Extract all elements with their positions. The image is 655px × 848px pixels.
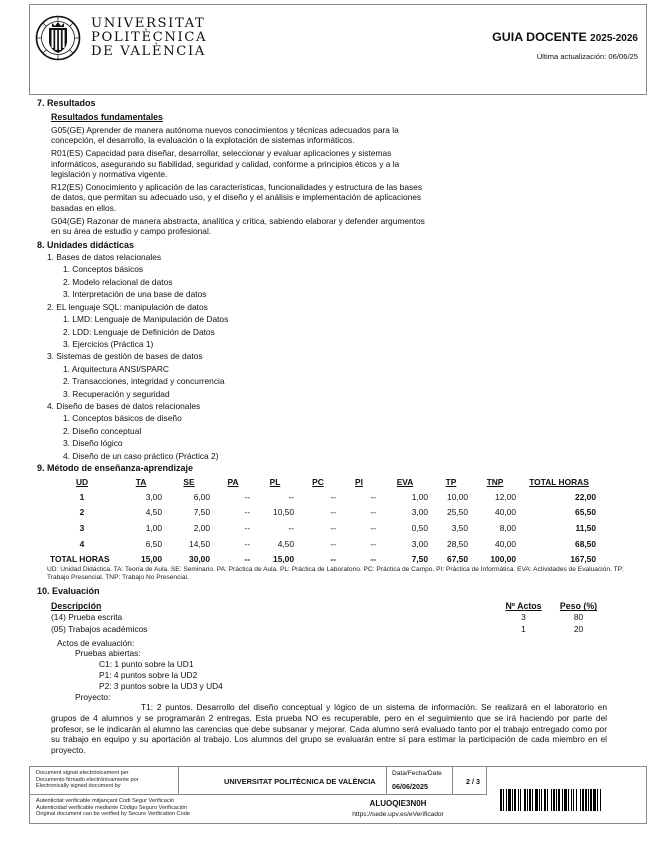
cell: 68,50 [575,538,596,549]
unit-subitem: 3. Interpretación de una base de datos [63,289,207,300]
unit-subitem: 3. Diseño lógico [63,438,123,449]
cell: -- [370,522,376,533]
cell: 2,00 [193,522,210,533]
cell: 4,50 [277,538,294,549]
unit-title: 3. Sistemas de gestión de bases de datos [47,351,203,362]
signature-date: 06/06/2025 [392,782,428,791]
table-row [47,489,599,505]
cell: 7,50 [193,507,210,518]
col-desc-header: Descripción [51,601,102,612]
cell: 3,00 [145,491,162,502]
guide-year: 2025-2026 [590,33,638,44]
col-header: EVA [396,476,414,487]
cell: 6,50 [145,538,162,549]
cell: -- [370,507,376,518]
unit-subitem: 2. Diseño conceptual [63,425,142,436]
signature-note: Document signat electrònicament per Documento firmado electrónicamente por Electronically signed document by [36,770,139,790]
university-seal-icon [35,14,81,62]
cell: 0,50 [411,522,428,533]
cell: -- [244,491,250,502]
footer-divider [30,794,487,795]
cell: -- [370,538,376,549]
eval-acts: 1 [521,623,526,634]
eval-desc: (14) Prueba escrita [51,612,123,623]
unit-subitem: 1. LMD: Lenguaje de Manipulación de Datos [63,314,229,325]
cell: -- [370,553,376,564]
unit-subitem: 3. Recuperación y seguridad [63,388,170,399]
evaluation-header [51,600,617,612]
page-number: 2 / 3 [466,777,480,786]
test-item: C1: 1 punto sobre la UD1 [99,659,194,670]
test-item: P2: 3 puntos sobre la UD3 y UD4 [99,680,223,691]
table-row [47,536,599,552]
cell: -- [244,522,250,533]
last-update: Última actualización: 06/06/25 [536,52,638,61]
hours-table-header [47,475,599,489]
verification-code: ALUOQIE3N0H [369,799,427,808]
barcode-icon [500,789,640,811]
cell: 22,00 [575,491,596,502]
evaluation-row [51,624,617,636]
col-header: PA [227,476,239,487]
unit-title: 2. EL lenguaje SQL: manipulación de datos [47,301,208,312]
evaluation-acts [57,638,617,703]
unit-subitem: 3. Ejercicios (Práctica 1) [63,338,154,349]
col-header: TNP [486,476,504,487]
unit-subitem: 4. Diseño de un caso práctico (Práctica 2) [63,450,219,461]
cell: 30,00 [189,553,210,564]
eval-acts: 3 [521,612,526,623]
cell: 40,00 [495,538,516,549]
unit-list [47,251,617,462]
cell: 28,50 [447,538,468,549]
cell: -- [330,491,336,502]
cell: -- [330,553,336,564]
unit-subitem: 1. Arquitectura ANSI/SPARC [63,363,169,374]
unit-title: 4. Diseño de bases de datos relacionales [47,400,201,411]
section-metodo-title: 9. Método de enseñanza-aprendizaje [37,462,194,473]
cell: 7,50 [411,553,428,564]
total-row [47,551,599,566]
acts-title: Actos de evaluación: [57,637,135,648]
cell: 8,00 [499,522,516,533]
eval-desc: (05) Trabajos académicos [51,623,148,634]
footer-divider [386,767,387,794]
university-name: UNIVERSITAT POLITÈCNICA DE VALÈNCIA [91,16,208,59]
resultados-subheading: Resultados fundamentales [51,112,163,122]
cell: 14,50 [189,538,210,549]
col-header: TP [445,476,457,487]
col-header: SE [183,476,195,487]
col-header: PL [269,476,281,487]
section-unidades-title: 8. Unidades didácticas [37,240,135,251]
unit-subitem: 1. Conceptos básicos [63,264,144,275]
cell: 4,50 [145,507,162,518]
result-item: G05(GE) Aprender de manera autónoma nuevos conocimientos y técnicas adecuados para la concepción, el desarrollo, la evaluación o la explotación de sistemas informáticos. [51,125,399,146]
cell: 3,00 [411,507,428,518]
cell: 10,00 [447,491,468,502]
cell: 1,00 [411,491,428,502]
cell: 67,50 [447,553,468,564]
cell: 40,00 [495,507,516,518]
date-label: Data/Fecha/Date [392,770,442,777]
table-row [47,520,599,536]
cell: 1 [79,491,85,502]
project-title: Proyecto: [75,691,111,702]
cell: TOTAL HORAS [50,553,110,564]
cell: 3 [79,522,85,533]
cell: 25,50 [447,507,468,518]
cell: 15,00 [273,553,294,564]
unit-subitem: 1. Conceptos básicos de diseño [63,413,182,424]
result-item: G04(GE) Razonar de manera abstracta, analítica y crítica, sabiendo elaborar y defender argumentos en su área de estudio y campo profesional. [51,215,425,237]
evaluation-row [51,612,617,624]
col-weight-header: Peso (%) [559,601,598,612]
footer-university: UNIVERSITAT POLITÈCNICA DE VALÈNCIA [224,777,376,786]
section-evaluacion-title: 10. Evaluación [37,586,100,597]
table-legend: UD: Unidad Didáctica. TA: Teoría de Aula. SE: Seminario. PA: Práctica de Aula. PL: Práctica de Laboratorio. PC: Práctica de Campo. PI: Práctica de Informática. EVA: Actividades de Evaluación. TP: Trabajo Presencial. TNP: Trabajo No Presencial. [47,566,624,582]
cell: 167,50 [570,553,596,564]
cell: -- [288,491,294,502]
footer-divider [486,767,487,794]
verification-note: Autenticitat verificable mitjançant Codi Segur Verificació Autenticidad verificable mediante Código Seguro Verificación Original document can be verified by Secure Verification Code [36,798,190,818]
eval-weight: 20 [573,623,584,634]
cell: 12,00 [495,491,516,502]
cell: 100,00 [490,553,516,564]
col-header: UD [75,476,89,487]
upv-logo [35,14,208,64]
col-acts-header: Nº Actos [505,601,542,612]
cell: 3,00 [411,538,428,549]
result-item: R12(ES) Conocimiento y aplicación de las características, funcionalidades y estructura de las bases de datos, que permitan su adecuado uso, y el diseño y el análisis e implementación de aplicaciones basadas en ellos. [51,182,423,213]
col-header: TA [135,476,147,487]
col-header: PC [312,476,324,487]
cell: -- [330,538,336,549]
col-header: TOTAL HORAS [529,476,589,487]
cell: -- [244,507,250,518]
tests-title: Pruebas abiertas: [75,648,141,659]
cell: 65,50 [575,507,596,518]
hours-table [47,475,599,566]
cell: 2 [79,507,85,518]
project-description: T1: 2 puntos. Desarrollo del diseño conceptual y lógico de un sistema de información. Se realizará en el laboratorio en grupos de 4 alumnos y se programarán 2 entregas. Esta prueba NO es recuperable, pero en el seguimiento que se irá haciendo por parte del profesor, se le indicarán al alumno las carencias que debe subsanar y mejorar. Cada alumno será evaluado tanto por el trabajo entregado como por su trabajo en equipo y su aportación al trabajo. Los alumnos del grupo se evaluarán entre sí para estimar la participación de cada miembro en el proyecto. [51,702,607,755]
guide-title: GUIA DOCENTE 2025-2026 [492,30,638,44]
cell: -- [330,522,336,533]
verification-url[interactable]: https://sede.upv.es/eVerificador [352,811,444,818]
unit-subitem: 2. Transacciones, integridad y concurrencia [63,376,225,387]
cell: 15,00 [141,553,162,564]
cell: 1,00 [145,522,162,533]
col-header: PI [355,476,363,487]
unit-subitem: 2. Modelo relacional de datos [63,276,173,287]
unit-subitem: 2. LDD: Lenguaje de Definición de Datos [63,326,215,337]
test-item: P1: 4 puntos sobre la UD2 [99,669,198,680]
cell: 3,50 [451,522,468,533]
cell: 10,50 [273,507,294,518]
cell: -- [244,553,250,564]
cell: 11,50 [575,522,596,533]
table-row [47,505,599,521]
cell: -- [244,538,250,549]
cell: -- [370,491,376,502]
footer-divider [452,767,453,794]
eval-weight: 80 [573,612,584,623]
cell: 6,00 [193,491,210,502]
cell: 4 [79,538,85,549]
cell: -- [288,522,294,533]
document-header [29,4,647,95]
unit-title: 1. Bases de datos relacionales [47,252,162,263]
footer-divider [178,767,179,794]
result-item: R01(ES) Capacidad para diseñar, desarrollar, seleccionar y evaluar aplicaciones y sistemas informáticos, asegurando su fiabilidad, seguridad y calidad, conforme a principios éticos y a la legislación y normativa vigente. [51,148,400,180]
section-resultados-title: 7. Resultados [37,98,96,108]
document-content [37,97,624,755]
document-footer [29,766,647,824]
cell: -- [330,507,336,518]
